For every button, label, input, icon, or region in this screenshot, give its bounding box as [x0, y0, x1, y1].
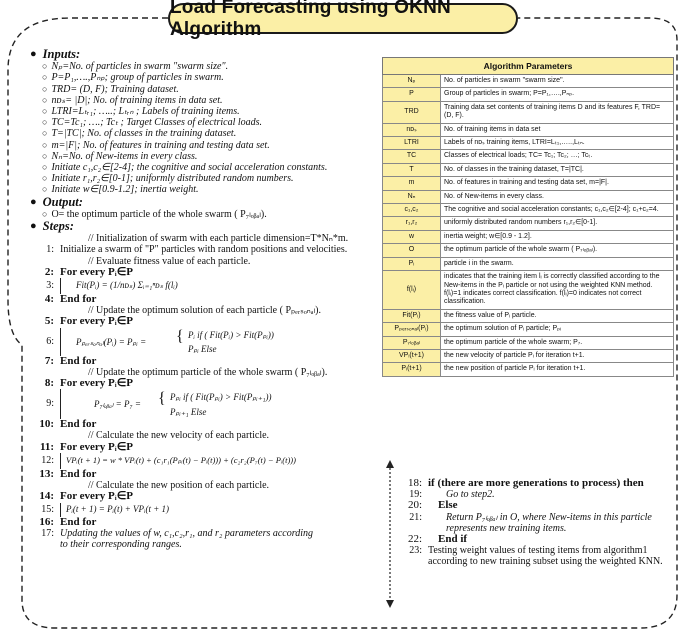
table-row: Pᵢ particle i in the swarm.: [383, 257, 674, 270]
algorithm-left-column: [30, 48, 390, 550]
bullet-icon: ●: [30, 48, 37, 60]
circle-bullet-icon: ○: [42, 83, 48, 94]
circle-bullet-icon: ○: [42, 162, 48, 173]
table-row: TC Classes of electrical loads; TC= Tc₁; Tc₂; …; Tcₜ.: [383, 150, 674, 163]
list-item: ○ nᴅₛ= |D|; No. of training items in data set.: [42, 94, 223, 106]
step-2: 2: For every Pᵢ∈P: [44, 265, 134, 278]
global-best-formula: P₇ₗₒᵦₐₗ = P₇ =: [94, 399, 141, 410]
step-16: 16: End for: [39, 515, 97, 528]
table-row: f(lᵢ) indicates that the training item lᵢ is correctly classified according to the New-items in the Pᵢ particle or not using the weighted KNN method. f(lᵢ)=1 indicates correct classification. f(lᵢ)=0 indicates not correct classification.: [383, 271, 674, 310]
list-item: ○ TRD= (D, F); Training dataset.: [42, 83, 179, 95]
steps-heading: ● Steps:: [30, 219, 74, 234]
circle-bullet-icon: ○: [42, 208, 48, 219]
list-item: ○ T=|TC|; No. of classes in the training dataset.: [42, 128, 237, 140]
step-6: 6: Pₚₑᵣₛₒₙₐₗ(Pᵢ) = Pₚᵢ = { Pᵢ if ( Fit(Pᵢ) > Fit(Pₚᵢ)) Pₚᵢ Else: [46, 327, 274, 354]
circle-bullet-icon: ○: [42, 106, 48, 117]
list-item: ○ Nₙ=No. of New-items in every class.: [42, 150, 198, 162]
step-3: 3: Fit(Pᵢ) = (1/nᴅₛ) Σᵢ₌₁ⁿᴅₛ f(lᵢ): [30, 278, 390, 294]
circle-bullet-icon: ○: [42, 173, 48, 184]
table-row: P Group of particles in swarm; P=P₁,….,Pₙₚ.: [383, 88, 674, 101]
bullet-icon: ●: [30, 220, 37, 233]
table-row: m No. of features in training and testing data set, m=|F|.: [383, 177, 674, 190]
circle-bullet-icon: ○: [42, 184, 48, 195]
algorithm-parameters-table: [382, 57, 674, 377]
step-15: 15: Pᵢ(t + 1) = Pᵢ(t) + VPᵢ(t + 1): [41, 503, 170, 515]
personal-best-formula: Pₚₑᵣₛₒₙₐₗ(Pᵢ) = Pₚᵢ =: [76, 336, 147, 347]
list-item: ○ Initiate c₁,c₂∈[2-4]; the cognitive and social acceleration constants.: [42, 162, 328, 174]
inputs-list: [30, 61, 390, 195]
step-11: 11: For every Pᵢ∈P: [39, 440, 134, 453]
table-row: Pₚₑᵣₛₒₙₐₗ(Pᵢ) the optimum solution of Pᵢ particle; Pₚᵢ: [383, 323, 674, 336]
step-comment: // Evaluate fitness value of each particle.: [88, 255, 251, 267]
list-item: ○ LTRI=Lₜᵣ₁; …..; Lₜᵣₙ ; Labels of training items.: [42, 106, 240, 118]
step-10: 10: End for: [39, 418, 97, 431]
circle-bullet-icon: ○: [42, 139, 48, 150]
list-item: ○ Nₚ=No. of particles in swarm "swarm size".: [42, 61, 229, 73]
circle-bullet-icon: ○: [42, 72, 48, 83]
table-row: Nₚ No. of particles in swarm "swarm size".: [383, 75, 674, 88]
step-5: 5: For every Pᵢ∈P: [44, 315, 134, 328]
step-4: 4: End for: [44, 293, 97, 306]
list-item: ○ Initiate r₁,r₂∈[0-1]; uniformly distributed random numbers.: [42, 173, 294, 185]
page-title: Load Forecasting using OKNN Algorithm: [168, 3, 518, 34]
list-item: ○ TC=Tc₁; ….; Tcₜ ; Target Classes of electrical loads.: [42, 117, 263, 129]
output-heading: ● Output:: [30, 194, 83, 209]
step-20: 20: Else: [407, 499, 458, 512]
inputs-heading: ● Inputs:: [30, 47, 81, 61]
table-row: r₁,r₂ uniformly distributed random numbers r₁,r₂∈[0-1].: [383, 217, 674, 230]
step-comment: // Initialization of swarm with each particle dimension=T*Nₙ*m.: [88, 233, 349, 245]
table-row: O the optimum particle of the whole swarm ( P₇ₗₒᵦₐₗ).: [383, 244, 674, 257]
step-comment: // Update the optimum particle of the whole swarm ( P₇ₗₒᵦₐₗ).: [88, 366, 328, 378]
circle-bullet-icon: ○: [42, 128, 48, 139]
output-item: ○ O= the optimum particle of the whole swarm ( P₇ₗₒᵦₐₗ).: [42, 208, 267, 220]
list-item: ○ P=P₁,….,Pₙₚ; group of particles in swarm.: [42, 72, 224, 84]
step-21: 21: Return P₇ₗₒᵦₐₗ in O, where New-items in this particle represents new training items.: [409, 511, 652, 534]
table-row: LTRI Labels of nᴅₛ training items, LTRI=Lₜ₁,…..,Lₜₙ.: [383, 137, 674, 150]
list-item: ○ m=|F|; No. of features in training and testing data set.: [42, 139, 270, 151]
step-22: 22: End if: [407, 533, 468, 546]
step-13: 13: End for: [39, 467, 97, 480]
fitness-formula: Fit(Pᵢ) = (1/nᴅₛ) Σᵢ₌₁ⁿᴅₛ f(lᵢ): [76, 280, 178, 291]
step-18: 18: if (there are more generations to process) then: [407, 477, 644, 489]
table-row: Fit(Pᵢ) the fitness value of Pᵢ particle.: [383, 309, 674, 322]
table-row: Nₙ No. of New-items in every class.: [383, 190, 674, 203]
table-header: Algorithm Parameters: [383, 58, 674, 75]
table-row: T No. of classes in the training dataset, T=|TC|.: [383, 163, 674, 176]
table-row: Pᵢ(t+1) the new position of particle Pᵢ for iteration t+1.: [383, 363, 674, 376]
position-formula: Pᵢ(t + 1) = Pᵢ(t) + VPᵢ(t + 1): [66, 503, 170, 514]
step-19: 19: Go to step2.: [409, 489, 495, 501]
table-row: c₁,c₂ The cognitive and social acceleration constants; c₁,c₂∈[2-4]; c₁+c₂=4.: [383, 204, 674, 217]
step-17-cont: to their corresponding ranges.: [60, 538, 182, 550]
step-17: 17: Updating the values of w, c₁,c₂,r₁, and r₂ parameters according: [41, 527, 314, 539]
step-comment: // Calculate the new position of each particle.: [88, 480, 270, 492]
circle-bullet-icon: ○: [42, 117, 48, 128]
step-12: 12: VPᵢ(t + 1) = w * VPᵢ(t) + (c₁r₁(Pₚᵢ(t) − Pᵢ(t))) + (c₂r₂(P₇(t) − Pᵢ(t))): [30, 453, 390, 469]
step-14: 14: For every Pᵢ∈P: [39, 490, 134, 503]
step-7: 7: End for: [44, 354, 97, 367]
circle-bullet-icon: ○: [42, 61, 48, 72]
list-item: ○ Initiate w∈[0.9-1.2]; inertia weight.: [42, 184, 199, 196]
step-comment: // Update the optimum solution of each particle ( Pₚₑᵣₛₒₙₐₗ).: [88, 305, 321, 317]
step-8: 8: For every Pᵢ∈P: [44, 377, 134, 390]
velocity-formula: VPᵢ(t + 1) = w * VPᵢ(t) + (c₁r₁(Pₚᵢ(t) − Pᵢ(t))) + (c₂r₂(P₇(t) − Pᵢ(t))): [66, 454, 296, 465]
bullet-icon: ●: [30, 195, 37, 208]
table-row: VPᵢ(t+1) the new velocity of particle Pᵢ for iteration t+1.: [383, 349, 674, 362]
step-1: 1: Initialize a swarm of "P" particles with random positions and velocities.: [46, 244, 348, 256]
table-row: nᴅₛ No. of training items in data set: [383, 123, 674, 136]
step-9: 9: P₇ₗₒᵦₐₗ = P₇ = { Pₚᵢ if ( Fit(Pₚᵢ) > Fit(Pₚᵢ₊₁)) Pₚᵢ₊₁ Else: [46, 390, 272, 418]
table-row: w inertia weight; w∈[0.9 - 1.2].: [383, 230, 674, 243]
circle-bullet-icon: ○: [42, 150, 48, 161]
step-23: 23: Testing weight values of testing items from algorithm1 according to new training subset using the weighted KNN.: [409, 545, 663, 568]
table-row: TRD Training data set contents of training items D and its features F, TRD= (D, F).: [383, 101, 674, 123]
steps-list: [30, 233, 390, 550]
circle-bullet-icon: ○: [42, 94, 48, 105]
algorithm-right-column: [400, 478, 680, 568]
table-row: P₇ₗₒᵦₐₗ the optimum particle of the whole swarm; P₇.: [383, 336, 674, 349]
step-comment: // Calculate the new velocity of each particle.: [88, 430, 270, 442]
